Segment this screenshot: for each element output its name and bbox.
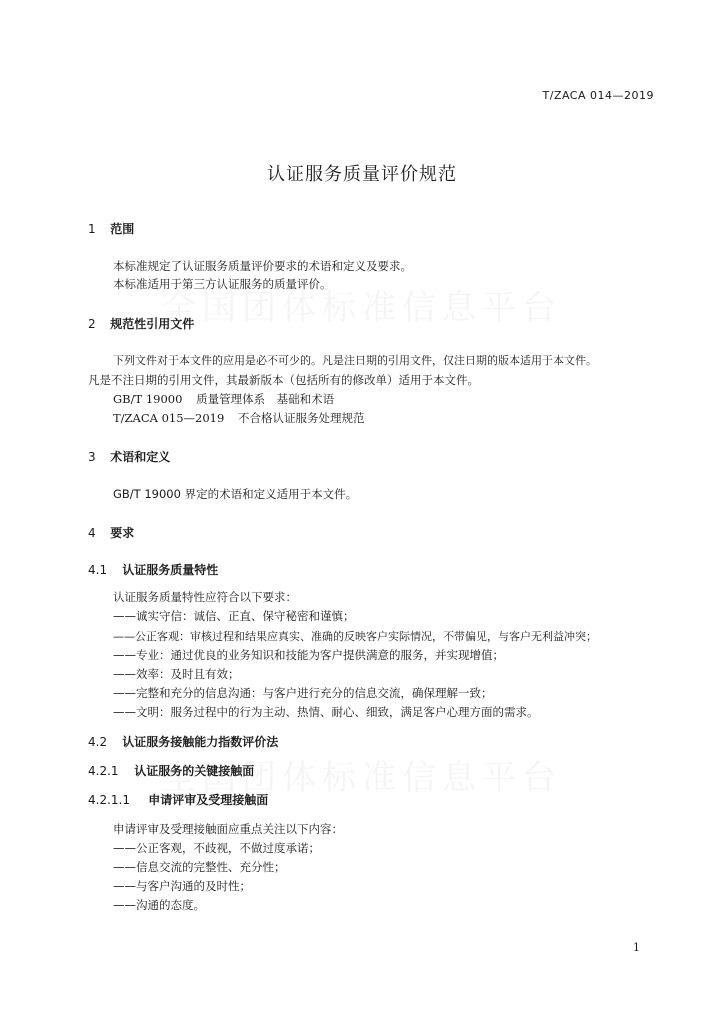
document-title: 认证服务质量评价规范 — [267, 164, 457, 185]
list-item: ——完整和充分的信息沟通：与客户进行充分的信息交流，确保理解一致； — [113, 686, 493, 700]
list-item: ——公正客观，不歧视，不做过度承诺； — [113, 841, 320, 855]
subsection-heading — [88, 791, 268, 808]
reference-code: GB/T 19000 — [113, 392, 183, 406]
list-item: ——效率：及时且有效； — [113, 667, 240, 681]
paragraph: 申请评审及受理接触面应重点关注以下内容： — [113, 822, 343, 836]
section-heading — [88, 448, 170, 465]
list-item: ——诚实守信：诚信、正直、保守秘密和谨慎； — [113, 609, 355, 623]
subsection-title: 申请评审及受理接触面 — [148, 793, 269, 807]
list-item: ——沟通的态度。 — [113, 898, 205, 912]
paragraph: 本标准适用于第三方认证服务的质量评价。 — [113, 277, 332, 291]
reference-title: 质量管理体系 基础和术语 — [196, 392, 335, 406]
list-item: ——文明：服务过程中的行为主动、热情、耐心、细致，满足客户心理方面的需求。 — [113, 705, 539, 719]
section-heading — [88, 220, 134, 237]
section-heading — [88, 524, 134, 541]
list-item: ——信息交流的完整性、充分性； — [113, 860, 286, 874]
section-number: 1 — [88, 222, 96, 236]
subsection-heading — [88, 733, 278, 750]
paragraph: 下列文件对于本文件的应用是必不可少的。凡是注日期的引用文件，仅注日期的版本适用于本文件。 — [113, 354, 597, 367]
section-number: 2 — [88, 317, 96, 331]
reference-entry — [113, 391, 334, 407]
reference-entry — [113, 410, 364, 426]
subsection-number: 4.1 — [88, 563, 108, 577]
paragraph: 凡是不注日期的引用文件，其最新版本（包括所有的修改单）适用于本文件。 — [88, 373, 479, 387]
section-heading — [88, 315, 194, 332]
section-title: 范围 — [110, 222, 135, 236]
subsection-heading — [88, 561, 218, 578]
subsection-heading — [88, 762, 254, 779]
page-number: 1 — [633, 941, 640, 954]
list-item: ——专业：通过优良的业务知识和技能为客户提供满意的服务，并实现增值； — [113, 648, 504, 662]
subsection-title: 认证服务质量特性 — [122, 563, 219, 577]
reference-title: 不合格认证服务处理规范 — [237, 411, 365, 425]
standard-code: T/ZACA 014—2019 — [542, 89, 654, 102]
subsection-number: 4.2 — [88, 735, 108, 749]
paragraph: 本标准规定了认证服务质量评价要求的术语和定义及要求。 — [113, 259, 412, 273]
paragraph: GB/T 19000 界定的术语和定义适用于本文件。 — [113, 487, 358, 501]
subsection-title: 认证服务的关键接触面 — [134, 764, 255, 778]
section-title: 规范性引用文件 — [110, 317, 195, 331]
subsection-number: 4.2.1.1 — [88, 793, 130, 807]
list-item: ——公正客观：审核过程和结果应真实、准确的反映客户实际情况，不带偏见，与客户无利益冲突； — [113, 630, 597, 643]
section-title: 要求 — [110, 526, 135, 540]
list-item: ——与客户沟通的及时性； — [113, 879, 251, 893]
section-number: 3 — [88, 450, 96, 464]
section-title: 术语和定义 — [110, 450, 171, 464]
paragraph: 认证服务质量特性应符合以下要求： — [113, 590, 297, 604]
subsection-title: 认证服务接触能力指数评价法 — [122, 735, 279, 749]
section-number: 4 — [88, 526, 96, 540]
reference-code: T/ZACA 015—2019 — [113, 411, 225, 425]
subsection-number: 4.2.1 — [88, 764, 119, 778]
